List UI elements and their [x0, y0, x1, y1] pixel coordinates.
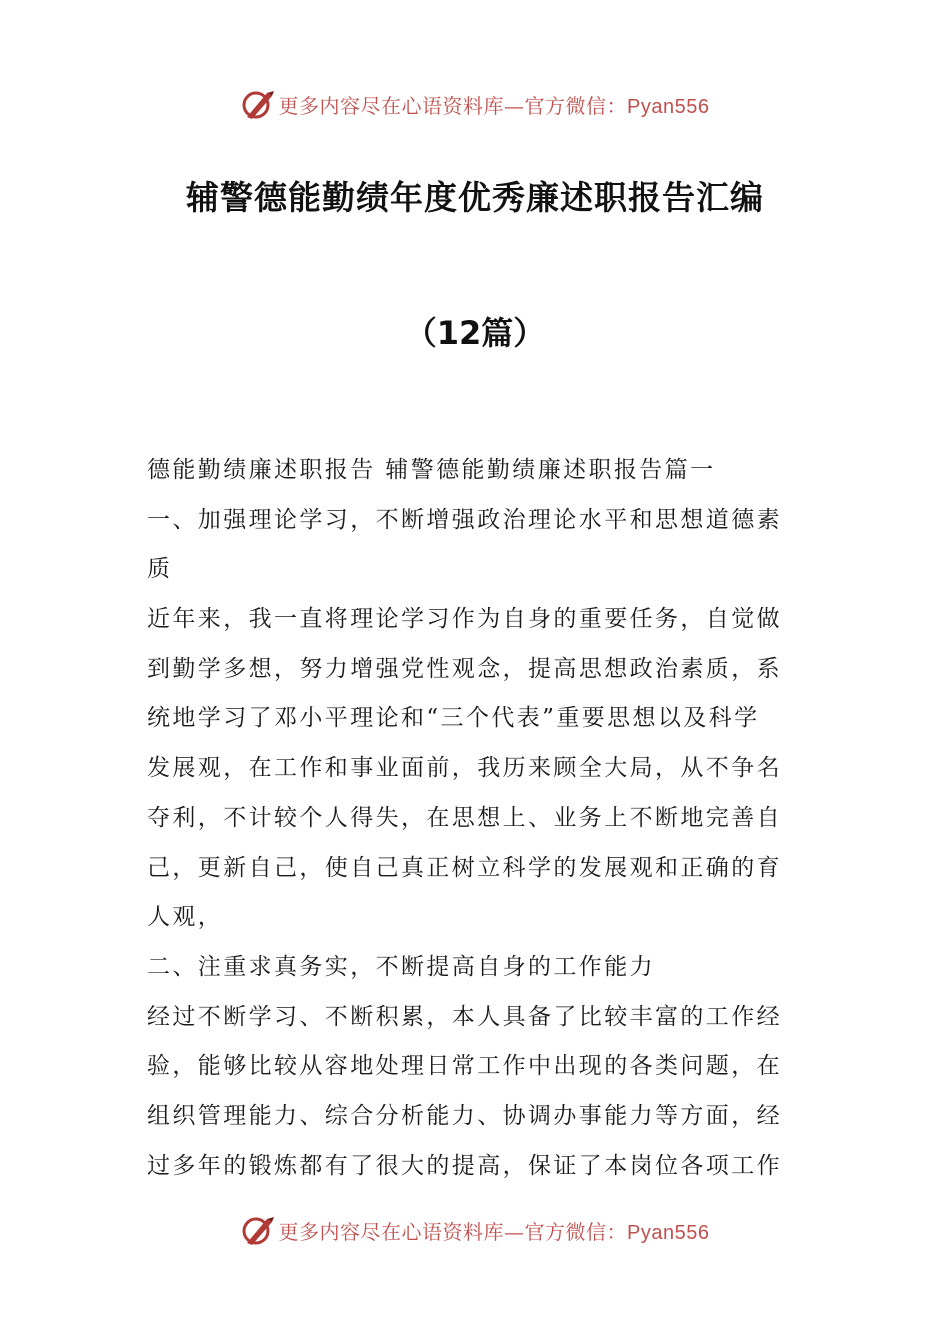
body-line: 统地学习了邓小平理论和“三个代表”重要思想以及科学 [147, 705, 760, 732]
body-line: 过多年的锻炼都有了很大的提高，保证了本岗位各项工作 [147, 1152, 782, 1179]
body-line: 夺利，不计较个人得失，在思想上、业务上不断地完善自 [147, 804, 782, 831]
body-line: 到勤学多想，努力增强党性观念，提高思想政治素质，系 [147, 655, 782, 682]
body-line: 近年来，我一直将理论学习作为自身的重要任务，自觉做 [147, 606, 782, 633]
body-line: 二、注重求真务实，不断提高自身的工作能力 [147, 953, 655, 980]
body-line: 德能勤绩廉述职报告 辅警德能勤绩廉述职报告篇一 [147, 457, 716, 483]
pen-logo-icon [241, 87, 275, 121]
pen-logo-icon [241, 1213, 275, 1247]
watermark-text: 更多内容尽在心语资料库—官方微信：Pyan556 [278, 1219, 710, 1244]
body-line: 发展观，在工作和事业面前，我历来顾全大局，从不争名 [147, 755, 782, 782]
body-line: 经过不断学习、不断积累，本人具备了比较丰富的工作经 [147, 1003, 782, 1030]
body-line: 己，更新自己，使自己真正树立科学的发展观和正确的育 [147, 854, 782, 881]
header-watermark-banner [0, 84, 950, 124]
footer-watermark-banner [0, 1210, 950, 1250]
body-line: 组织管理能力、综合分析能力、协调办事能力等方面，经 [147, 1102, 782, 1129]
document-subtitle: （12篇） [404, 314, 546, 352]
body-line: 一、加强理论学习，不断增强政治理论水平和思想道德素 [147, 506, 782, 533]
document-title: 辅警德能勤绩年度优秀廉述职报告汇编 [186, 178, 764, 217]
document-body [147, 446, 807, 1191]
watermark-text: 更多内容尽在心语资料库—官方微信：Pyan556 [278, 93, 710, 118]
body-line: 人观， [147, 904, 224, 931]
body-line: 验，能够比较从容地处理日常工作中出现的各类问题，在 [147, 1053, 782, 1080]
body-line: 质 [147, 556, 173, 583]
